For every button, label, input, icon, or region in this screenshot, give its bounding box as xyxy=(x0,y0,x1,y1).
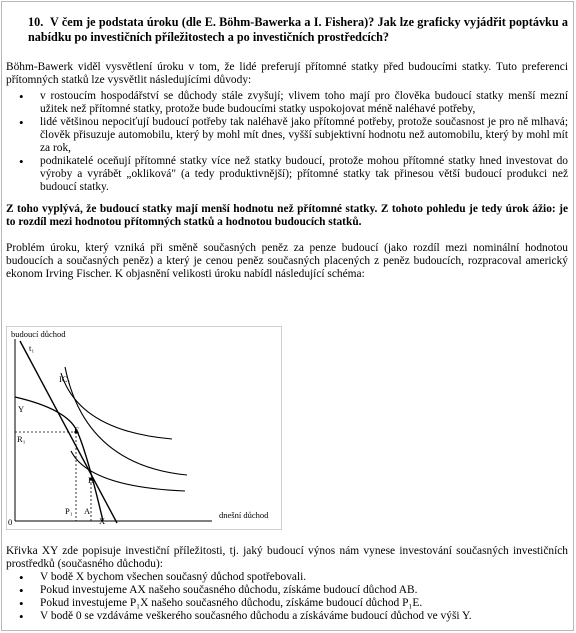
b-point-label: B xyxy=(88,475,94,485)
point-item: • Pokud investujeme AX našeho současného důchodu, získáme budoucí důchod AB. xyxy=(6,584,568,597)
fisher-diagram-svg xyxy=(7,327,281,529)
a-point-label: A xyxy=(84,506,91,516)
point-item: • Pokud investujeme P₁X našeho současného důchodu, získáme budoucí důchod P₁E. xyxy=(6,597,568,610)
indifference-curve-lower xyxy=(71,451,185,491)
p1-point-label: P₁ xyxy=(65,506,73,516)
point-item: • V bodě X bychom všechen současný důchod spotřebovali. xyxy=(6,571,568,584)
y-point-label: Y xyxy=(18,404,25,414)
fisher-diagram xyxy=(6,326,282,530)
origin-label: 0 xyxy=(8,517,13,527)
problem-paragraph: Problém úroku, který vzniká při směně současných peněz za penze budoucí (jako rozdíl mezi nominální hodnotou budoucích a současných peněz) a který je cenou peněz současných placených z peněz budoucích, rozpracoval americký ekonom Irving Fischer. K objasnění velikosti úroku nabídl následující schéma: xyxy=(6,242,568,280)
x-axis-label: dnešní důchod xyxy=(219,510,269,520)
question-number: 10. xyxy=(28,15,44,29)
x-point-label: X xyxy=(99,516,106,526)
reason-item: • v rostoucím hospodářství se důchody stále zvyšují; vlivem toho mají pro člověka budoucí statky menší mezní užitek než přítomné statky, protože bude budoucími statky uspokojovat méně naléhavé potřeby, xyxy=(6,90,568,116)
question-text: V čem je podstata úroku (dle E. Böhm-Bawerka a I. Fishera)? Jak lze graficky vyjádřit poptávku a nabídku po investičních příležitostech a po investičních prostředcích? xyxy=(28,15,568,44)
point-item: • V bodě 0 se vzdáváme veškerého současného důchodu a získáváme budoucí důchod ve výši Y. xyxy=(6,610,568,623)
conclusion-paragraph: Z toho vyplývá, že budoucí statky mají menší hodnotu než přítomné statky. Z tohoto pohledu je tedy úrok ážio: je to rozdíl mezi hodnotou přítomných statků a hodnotou budoucích statků. xyxy=(6,203,568,228)
question-heading xyxy=(28,15,568,45)
reasons-list xyxy=(6,90,568,194)
points-list xyxy=(6,571,568,623)
r1-label: R₁ xyxy=(17,434,26,444)
t1-label: t₁ xyxy=(29,343,35,353)
e-point-label: E xyxy=(74,425,80,435)
curve-paragraph: Křivka XY zde popisuje investiční příležitosti, tj. jaký budoucí výnos nám vynese investování současných investičních prostředků (současného důchodu): xyxy=(6,545,568,570)
reason-item: • lidé většinou nepociťují budoucí potřeby tak naléhavě jako přítomné potřeby, protože současnost je pro ně mlhavá; člověk přisuzuje automobilu, který by mohl mít dnes, vyšší subjektivní hodnotu než automobilu, který by mohl mít za rok, xyxy=(6,116,568,155)
y-axis-label: budoucí důchod xyxy=(11,329,66,339)
reason-item: • podnikatelé oceňují přítomné statky více než statky budoucí, protože mohou přítomné statky hned investovat do výroby a vyrábět „okliková" (a tedy produktivnější); přítomné statky tak přinesou větší budoucí produkci než budoucí statky. xyxy=(6,155,568,194)
intro-paragraph: Böhm-Bawerk viděl vysvětlení úroku v tom, že lidé preferují přítomné statky před budoucími statky. Tuto preferenci přítomných statků lze vysvětlit následujícími důvody: xyxy=(6,61,568,86)
ic1-label: IC₁ xyxy=(59,374,71,384)
